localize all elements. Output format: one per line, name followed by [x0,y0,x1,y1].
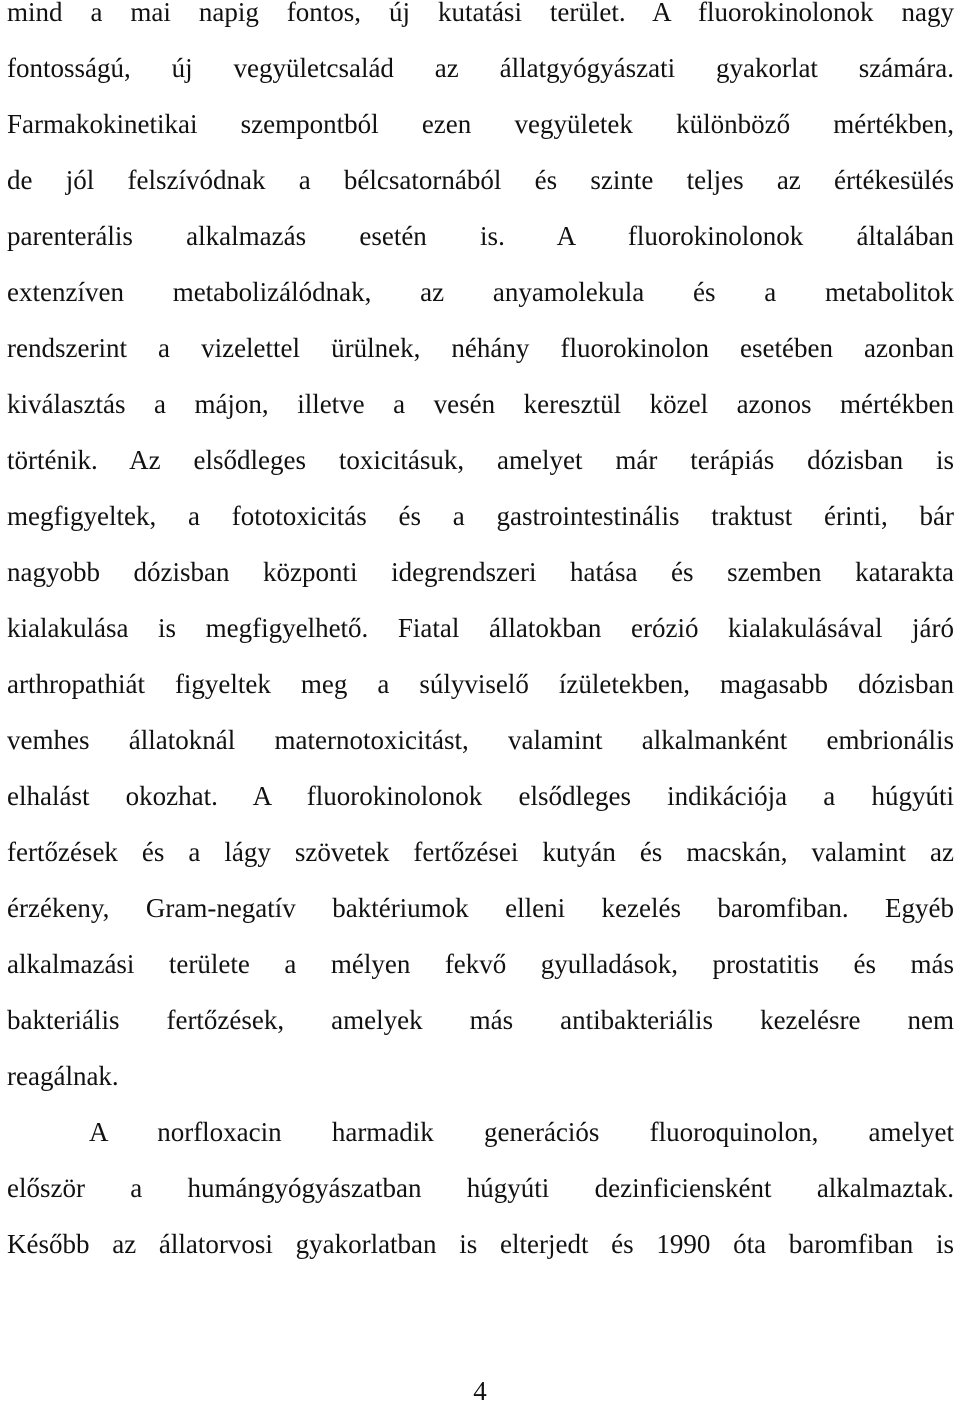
text-line: fontosságú, új vegyületcsalád az állatgyógyászati gyakorlat számára. [7,53,954,83]
text-line: extenzíven metabolizálódnak, az anyamolekula és a metabolitok [7,277,954,307]
text-line: de jól felszívódnak a bélcsatornából és szinte teljes az értékesülés [7,165,954,195]
paragraph-start-line: A norfloxacin harmadik generációs fluoroquinolon, amelyet [89,1117,954,1147]
text-line: arthropathiát figyeltek meg a súlyviselő ízületekben, magasabb dózisban [7,669,954,699]
text-line: parenterális alkalmazás esetén is. A fluorokinolonok általában [7,221,954,251]
text-line: érzékeny, Gram-negatív baktériumok elleni kezelés baromfiban. Egyéb [7,893,954,923]
paragraph-end-line: reagálnak. [7,1061,119,1091]
text-line: alkalmazási területe a mélyen fekvő gyulladások, prostatitis és más [7,949,954,979]
text-line: kialakulása is megfigyelhető. Fiatal állatokban erózió kialakulásával járó [7,613,954,643]
text-line: bakteriális fertőzések, amelyek más antibakteriális kezelésre nem [7,1005,954,1035]
text-line: Farmakokinetikai szempontból ezen vegyületek különböző mértékben, [7,109,954,139]
text-line: elhalást okozhat. A fluorokinolonok elsődleges indikációja a húgyúti [7,781,954,811]
page-number: 4 [473,1376,487,1406]
text-line: rendszerint a vizelettel ürülnek, néhány fluorokinolon esetében azonban [7,333,954,363]
text-line: Később az állatorvosi gyakorlatban is elterjedt és 1990 óta baromfiban is [7,1229,954,1259]
text-line: mind a mai napig fontos, új kutatási terület. A fluorokinolonok nagy [7,0,954,27]
body-text [7,0,954,1285]
text-line: fertőzések és a lágy szövetek fertőzései kutyán és macskán, valamint az [7,837,954,867]
text-line: először a humángyógyászatban húgyúti dezinficiensként alkalmaztak. [7,1173,954,1203]
text-line: kiválasztás a májon, illetve a vesén keresztül közel azonos mértékben [7,389,954,419]
text-line: nagyobb dózisban központi idegrendszeri hatása és szemben katarakta [7,557,954,587]
text-line: történik. Az elsődleges toxicitásuk, amelyet már terápiás dózisban is [7,445,954,475]
text-line: vemhes állatoknál maternotoxicitást, valamint alkalmanként embrionális [7,725,954,755]
text-line: megfigyeltek, a fototoxicitás és a gastrointestinális traktust érinti, bár [7,501,954,531]
